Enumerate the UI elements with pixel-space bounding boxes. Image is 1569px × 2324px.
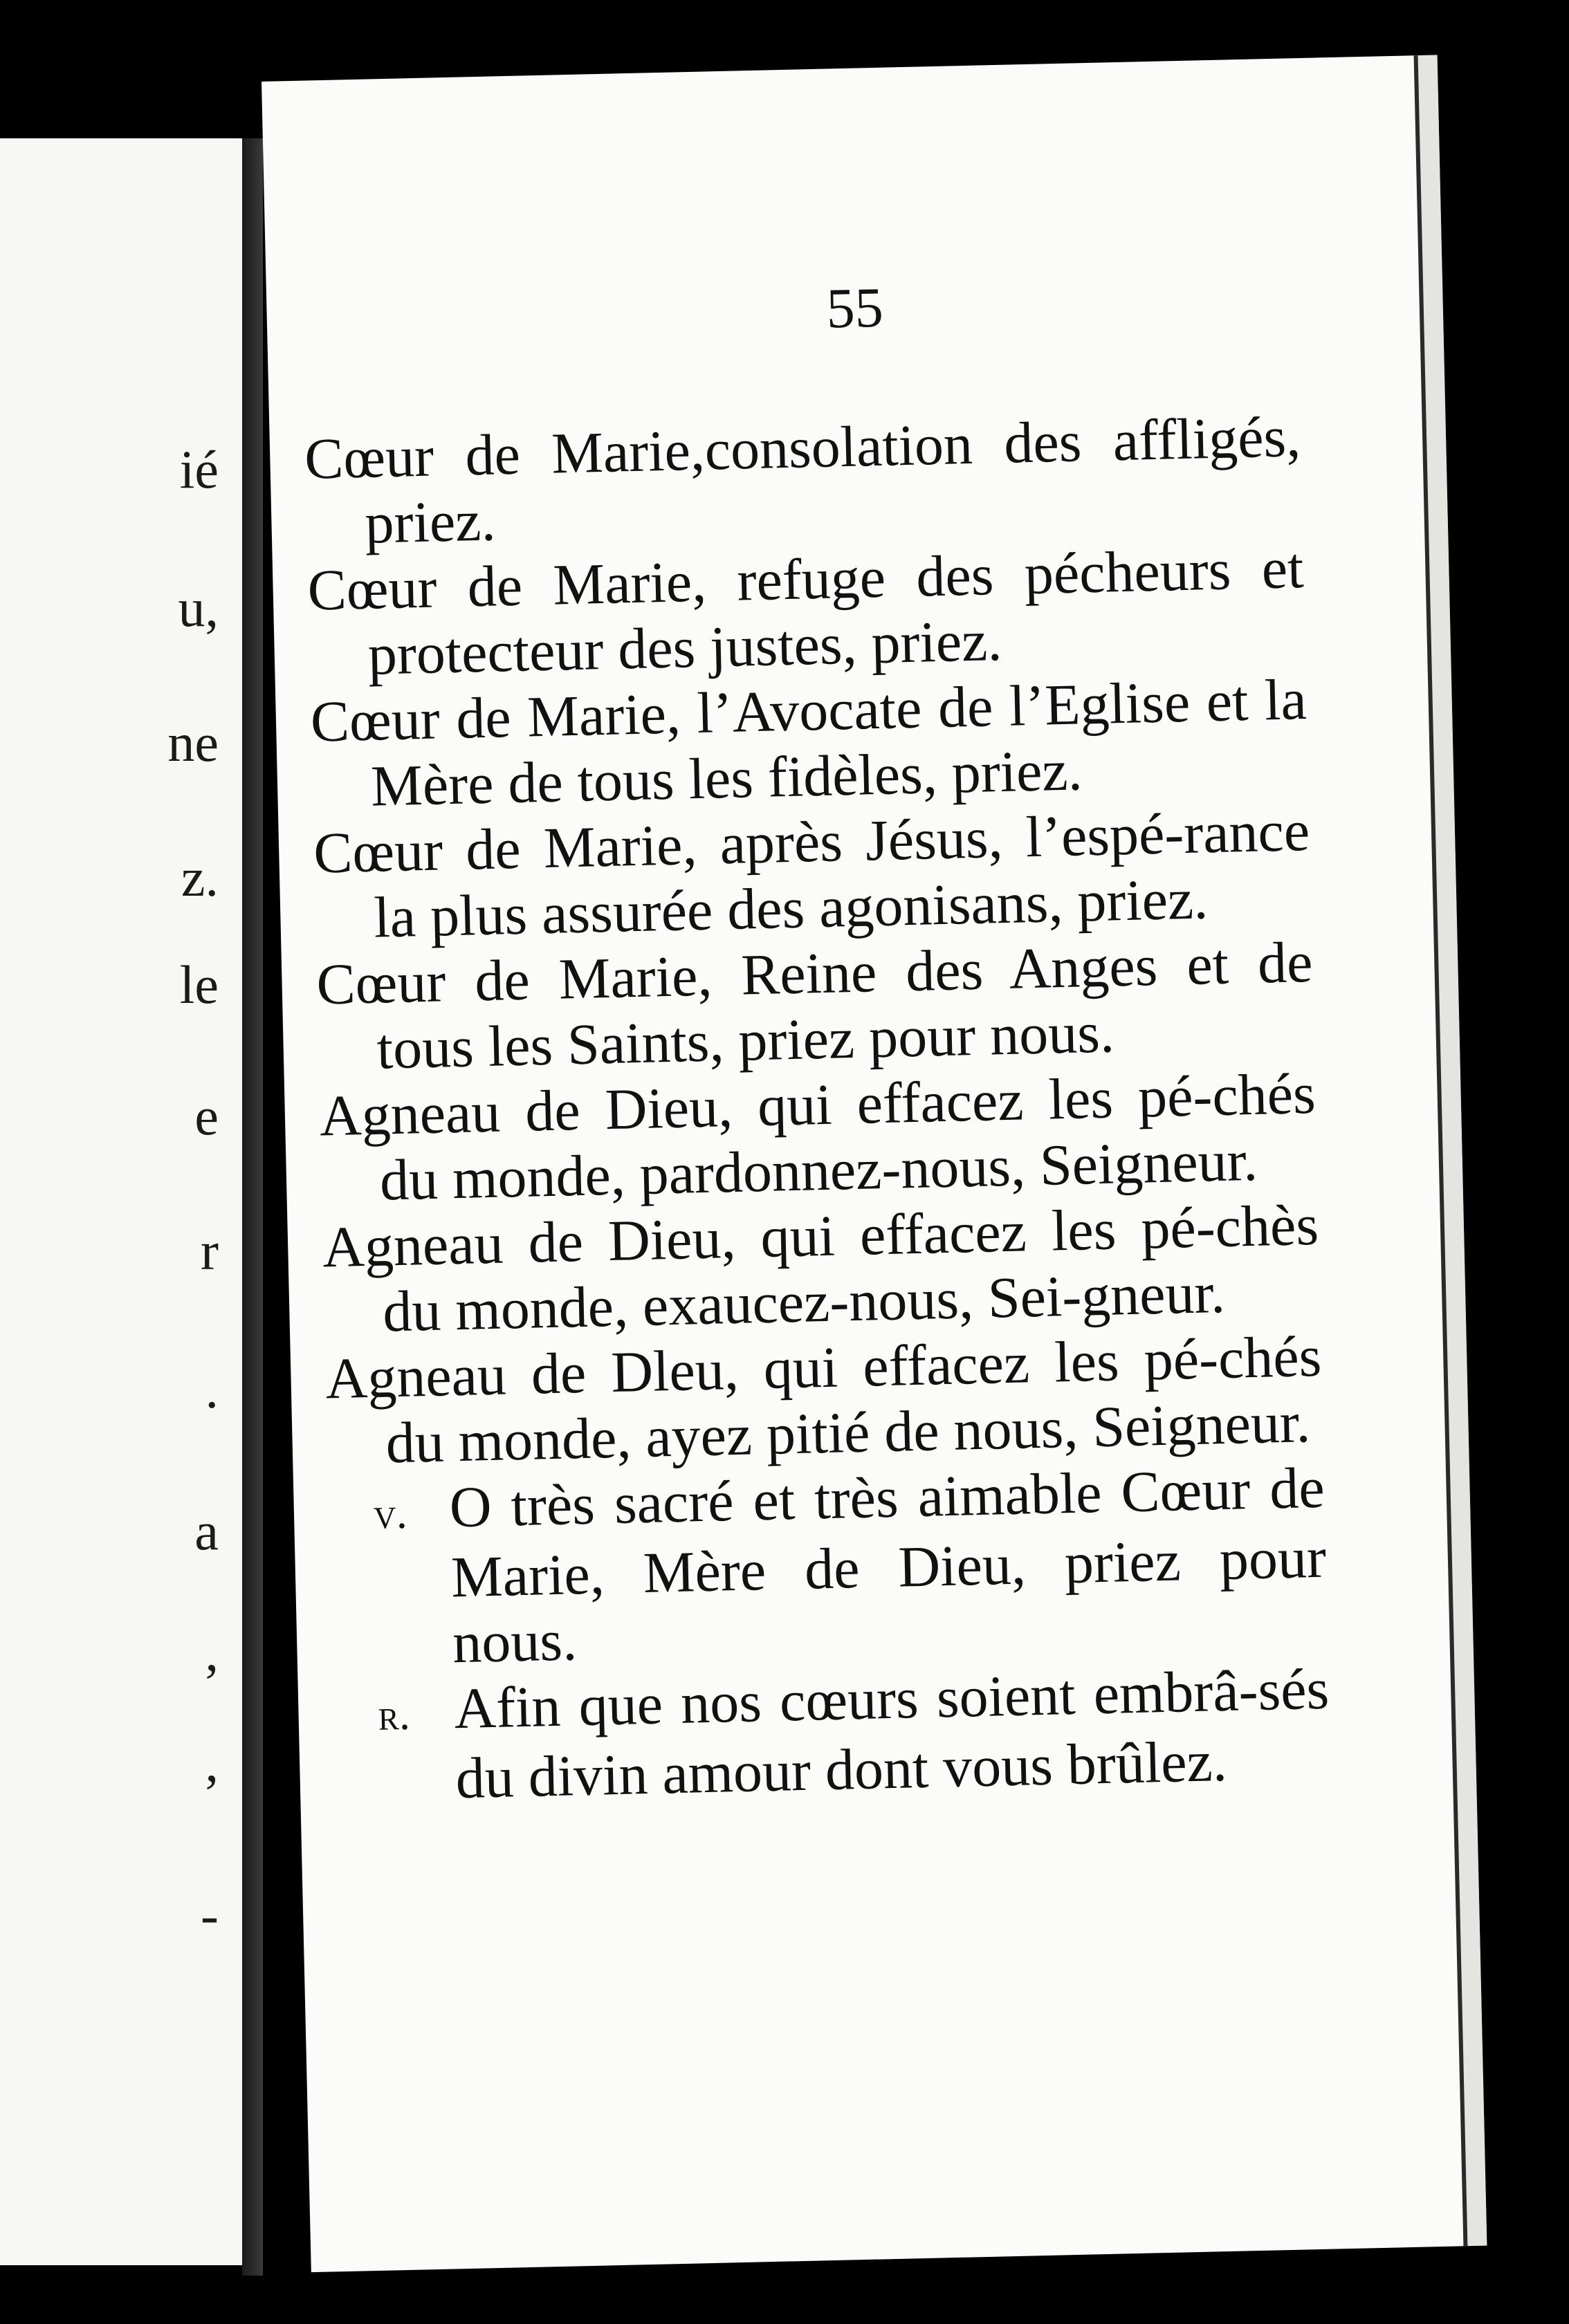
litany-entry: Cœur de Marie, après Jésus, l’espé-rance la plus assurée des agonisans, priez. bbox=[313, 798, 1311, 950]
response bbox=[332, 1657, 1331, 1815]
left-page-fragment: u, bbox=[178, 578, 219, 638]
left-page-fragment: e bbox=[194, 1086, 219, 1146]
litany-entry: Agneau de Dieu, qui effacez les pé-chès du monde, exaucez-nous, Sei-gneur. bbox=[322, 1192, 1319, 1345]
left-page-fragment: - bbox=[201, 1885, 219, 1945]
response-text: Afin que nos cœurs soient embrâ-sés du divin amour dont vous brûlez. bbox=[453, 1657, 1330, 1811]
litany-entry: Agneau de Dieu, qui effacez les pé-chés du monde, pardonnez-nous, Seigneur. bbox=[318, 1061, 1316, 1213]
litany-text bbox=[304, 404, 1331, 1814]
left-page-fragment: a bbox=[194, 1501, 219, 1561]
left-page bbox=[0, 138, 248, 2265]
left-page-fragment: ié bbox=[179, 439, 219, 499]
litany-entry: Cœur de Marie,consolation des affligés, priez. bbox=[304, 405, 1302, 556]
right-page bbox=[262, 55, 1487, 2272]
left-page-fragment: r bbox=[201, 1221, 219, 1281]
book-gutter bbox=[242, 138, 263, 2276]
versicle bbox=[328, 1455, 1328, 1679]
versicle-text: O très sacré et très aimable Cœur de Marie, Mère de Dieu, priez pour nous. bbox=[448, 1455, 1327, 1676]
response-marker: r. bbox=[377, 1689, 411, 1740]
left-page-fragment: . bbox=[205, 1359, 219, 1419]
litany-entry: Cœur de Marie, Reine des Anges et de tous les Saints, priez pour nous. bbox=[315, 930, 1314, 1082]
litany-entry: Cœur de Marie, refuge des pécheurs et protecteur des justes, priez. bbox=[306, 536, 1305, 688]
left-page-fragment: le bbox=[179, 954, 219, 1015]
left-page-fragment: , bbox=[205, 1733, 219, 1793]
left-page-fragment: , bbox=[205, 1622, 219, 1682]
versicle-marker: v. bbox=[373, 1488, 408, 1538]
left-page-fragment: ne bbox=[167, 712, 219, 773]
litany-entry: Cœur de Marie, l’Avocate de l’Eglise et la Mère de tous les fidèles, priez. bbox=[309, 667, 1308, 819]
left-page-fragment: z. bbox=[181, 847, 219, 907]
litany-entry: Agneau de Dleu, qui effacez les pé-chés du monde, ayez pitié de nous, Seigneur. bbox=[324, 1324, 1323, 1476]
page-number: 55 bbox=[825, 275, 884, 340]
